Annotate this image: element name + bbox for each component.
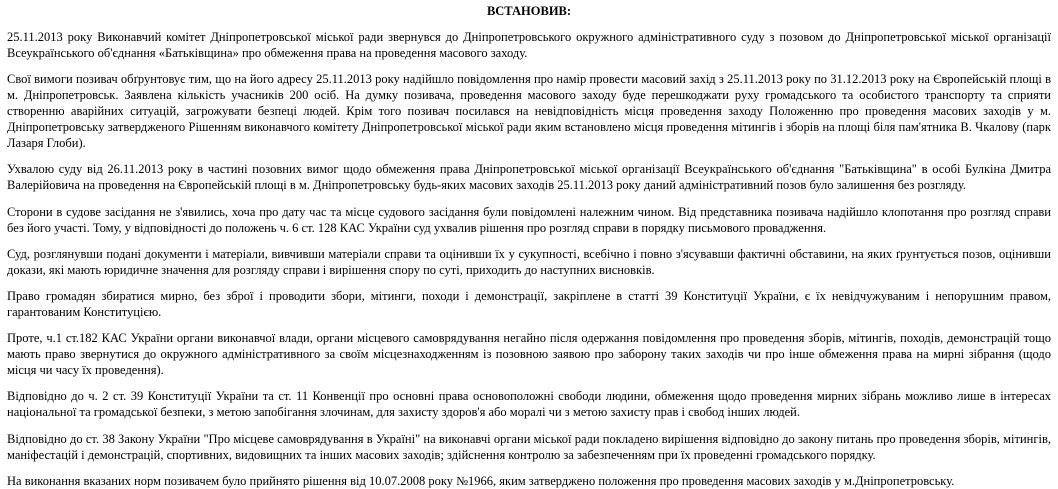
paragraph-3: Ухвалою суду від 26.11.2013 року в частині позовних вимог щодо обмеження права Дніпропетровської міської організації Всеукраїнського об'єднання "Батьківщина" в особі Булкіна Дмитра Валерійовича на проведення на Європейській площі в м. Дніпропетровську будь-яких масових заходів 25.11.2013 року даний адміністративний позов було залишення без розгляду. (7, 162, 1051, 193)
paragraph-2: Свої вимоги позивач обґрунтовує тим, що на його адресу 25.11.2013 року надійшло повідомлення про намір провести масовий захід з 25.11.2013 року по 31.12.2013 року на Європейській площі в м. Дніпропетровськ. Заявлена кількість учасників 200 осіб. На думку позивача, проведення масового заходу буде перешкоджати руху громадського та особистого транспорту та сприяти створенню аварійних ситуацій, загрожувати безпеці людей. Крім того позивач посилався на невідповідність місця проведення заходу Положенню про проведення масових заходів у м. Дніпропетровську затвердженого Рішенням виконавчого комітету Дніпропетровської міської ради яким встановлено місця проведення мітингів і зборів на площі біля пам'ятника В. Чкалову (парк Лазаря Глоби). (7, 72, 1051, 151)
paragraph-9: Відповідно до ст. 38 Закону України "Про місцеве самоврядування в Україні" на виконавчі органи міської ради покладено вирішення відповідно до закону питань про проведення зборів, мітингів, маніфестацій і демонстрацій, спортивних, видовищних та інших масових заходів; здійснення контролю за забезпеченням при їх проведенні громадського порядку. (7, 431, 1051, 462)
paragraph-1: 25.11.2013 року Виконавчий комітет Дніпропетровської міської ради звернувся до Дніпропетровського окружного адміністративного суду з позовом до Дніпропетровської міської організації Всеукраїнського об'єднання «Батьківщина» про обмеження права на проведення масового заходу. (7, 30, 1051, 60)
paragraph-5: Суд, розглянувши подані документи і матеріали, вивчивши матеріали справи та оцінивши їх у сукупності, всебічно і повно з'ясувавши фактичні обставини, на яких ґрунтується позов, оцінивши докази, які мають юридичне значення для розгляду справи і вирішення спору по суті, приходить до наступних висновків. (7, 246, 1051, 277)
section-heading: ВСТАНОВИВ: (486, 4, 572, 18)
paragraph-7: Проте, ч.1 ст.182 КАС України органи виконавчої влади, органи місцевого самоврядування негайно після одержання повідомлення про проведення зборів, мітингів, походів, демонстрацій тощо мають право звернутися до окружного адміністративного за своїм місцезнаходженням із позовною заявою про заборону таких заходів чи про інше обмеження права на мирні зібрання (щодо місця чи часу їх проведення). (7, 331, 1051, 378)
paragraph-6: Право громадян збиратися мирно, без зброї і проводити збори, мітинги, походи і демонстрації, закріплене в статті 39 Конституції України, є їх невідчужуваним і непорушним правом, гарантованим Конституцією. (7, 288, 1051, 319)
paragraph-10: На виконання вказаних норм позивачем було прийнято рішення від 10.07.2008 року №1966, яким затверджено положення про проведення масових заходів у м.Дніпропетровську. (7, 473, 955, 488)
paragraph-4: Сторони в судове засідання не з'явились, хоча про дату час та місце судового засідання були повідомлені належним чином. Від представника позивача надійшло клопотання про розгляд справи без його участі. Тому, у відповідності до положень ч. 6 ст. 128 КАС України суд ухвалив рішення про розгляд справи в порядку письмового провадження. (7, 204, 1051, 235)
paragraph-8: Відповідно до ч. 2 ст. 39 Конституції України та ст. 11 Конвенції про основні права основоположні свободи людини, обмеження щодо проведення мирних зібрань можливо лише в інтересах національної та громадської безпеки, з метою запобігання злочинам, для захисту здоров'я або моралі чи з метою захисту прав і свобод інших людей. (7, 389, 1051, 420)
